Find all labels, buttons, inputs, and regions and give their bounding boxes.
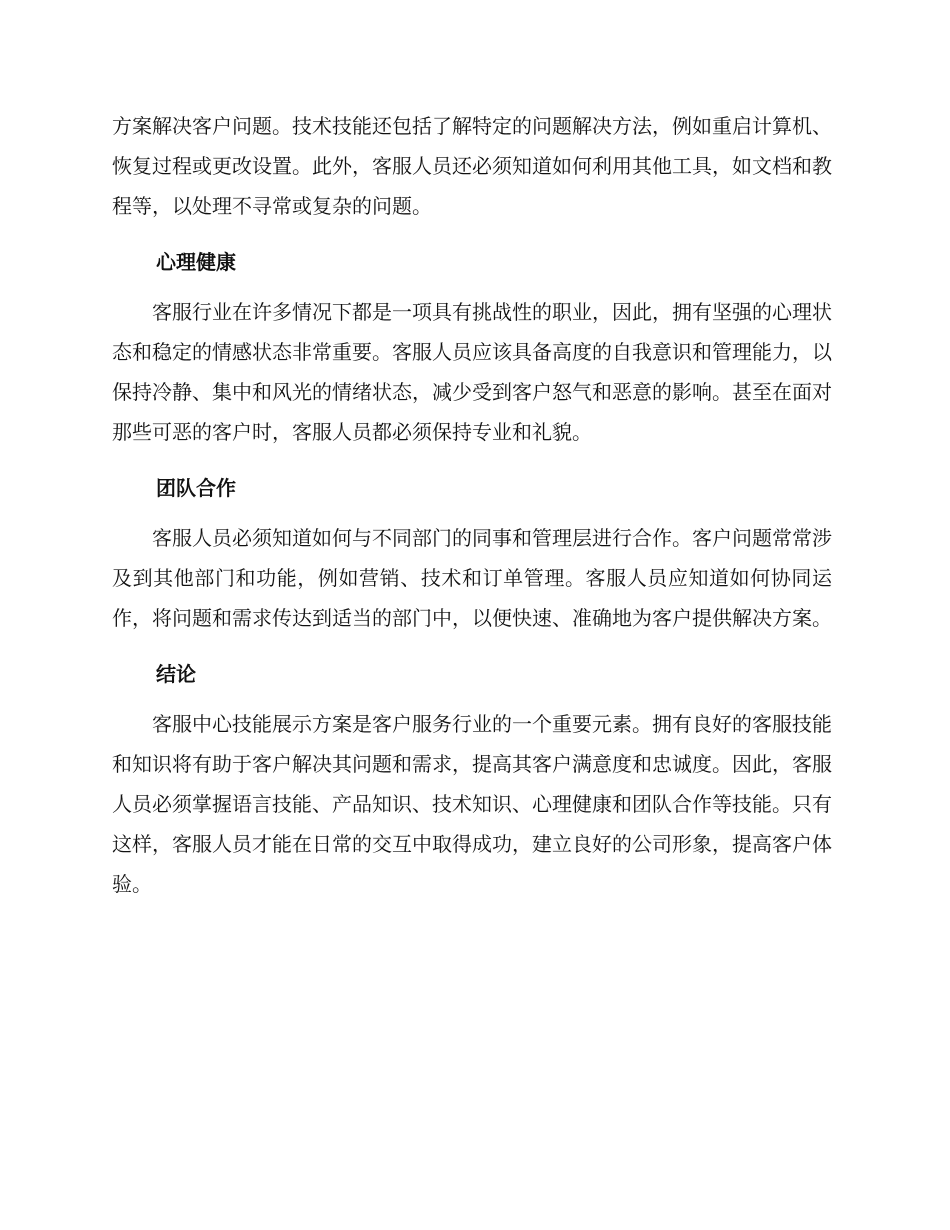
- spacer: [112, 638, 832, 654]
- paragraph-technical-skills-continuation: 方案解决客户问题。技术技能还包括了解特定的问题解决方法，例如重启计算机、恢复过程或更改设置。此外，客服人员还必须知道如何利用其他工具，如文档和教程等，以处理不寻常或复杂的问题。: [112, 114, 832, 218]
- spacer: [112, 694, 832, 704]
- paragraph-conclusion: 客服中心技能展示方案是客户服务行业的一个重要元素。拥有良好的客服技能和知识将有助于客户解决其问题和需求，提高其客户满意度和忠诚度。因此，客服人员必须掌握语言技能、产品知识、技术知识、心理健康和团队合作等技能。只有这样，客服人员才能在日常的交互中取得成功，建立良好的公司形象，提高客户体验。: [112, 712, 832, 896]
- paragraph-teamwork: 客服人员必须知道如何与不同部门的同事和管理层进行合作。客户问题常常涉及到其他部门和功能，例如营销、技术和订单管理。客服人员应知道如何协同运作，将问题和需求传达到适当的部门中，以便快速、准确地为客户提供解决方案。: [112, 526, 832, 630]
- heading-mental-health: 心理健康: [156, 250, 236, 274]
- spacer: [112, 226, 832, 242]
- spacer: [112, 452, 832, 468]
- heading-conclusion: 结论: [156, 662, 196, 686]
- spacer: [112, 508, 832, 518]
- paragraph-mental-health: 客服行业在许多情况下都是一项具有挑战性的职业，因此，拥有坚强的心理状态和稳定的情感状态非常重要。客服人员应该具备高度的自我意识和管理能力，以保持冷静、集中和风光的情绪状态，减少受到客户怒气和恶意的影响。甚至在面对那些可恶的客户时，客服人员都必须保持专业和礼貌。: [112, 300, 832, 444]
- document-body: [112, 106, 832, 904]
- heading-teamwork: 团队合作: [156, 476, 236, 500]
- spacer: [112, 282, 832, 292]
